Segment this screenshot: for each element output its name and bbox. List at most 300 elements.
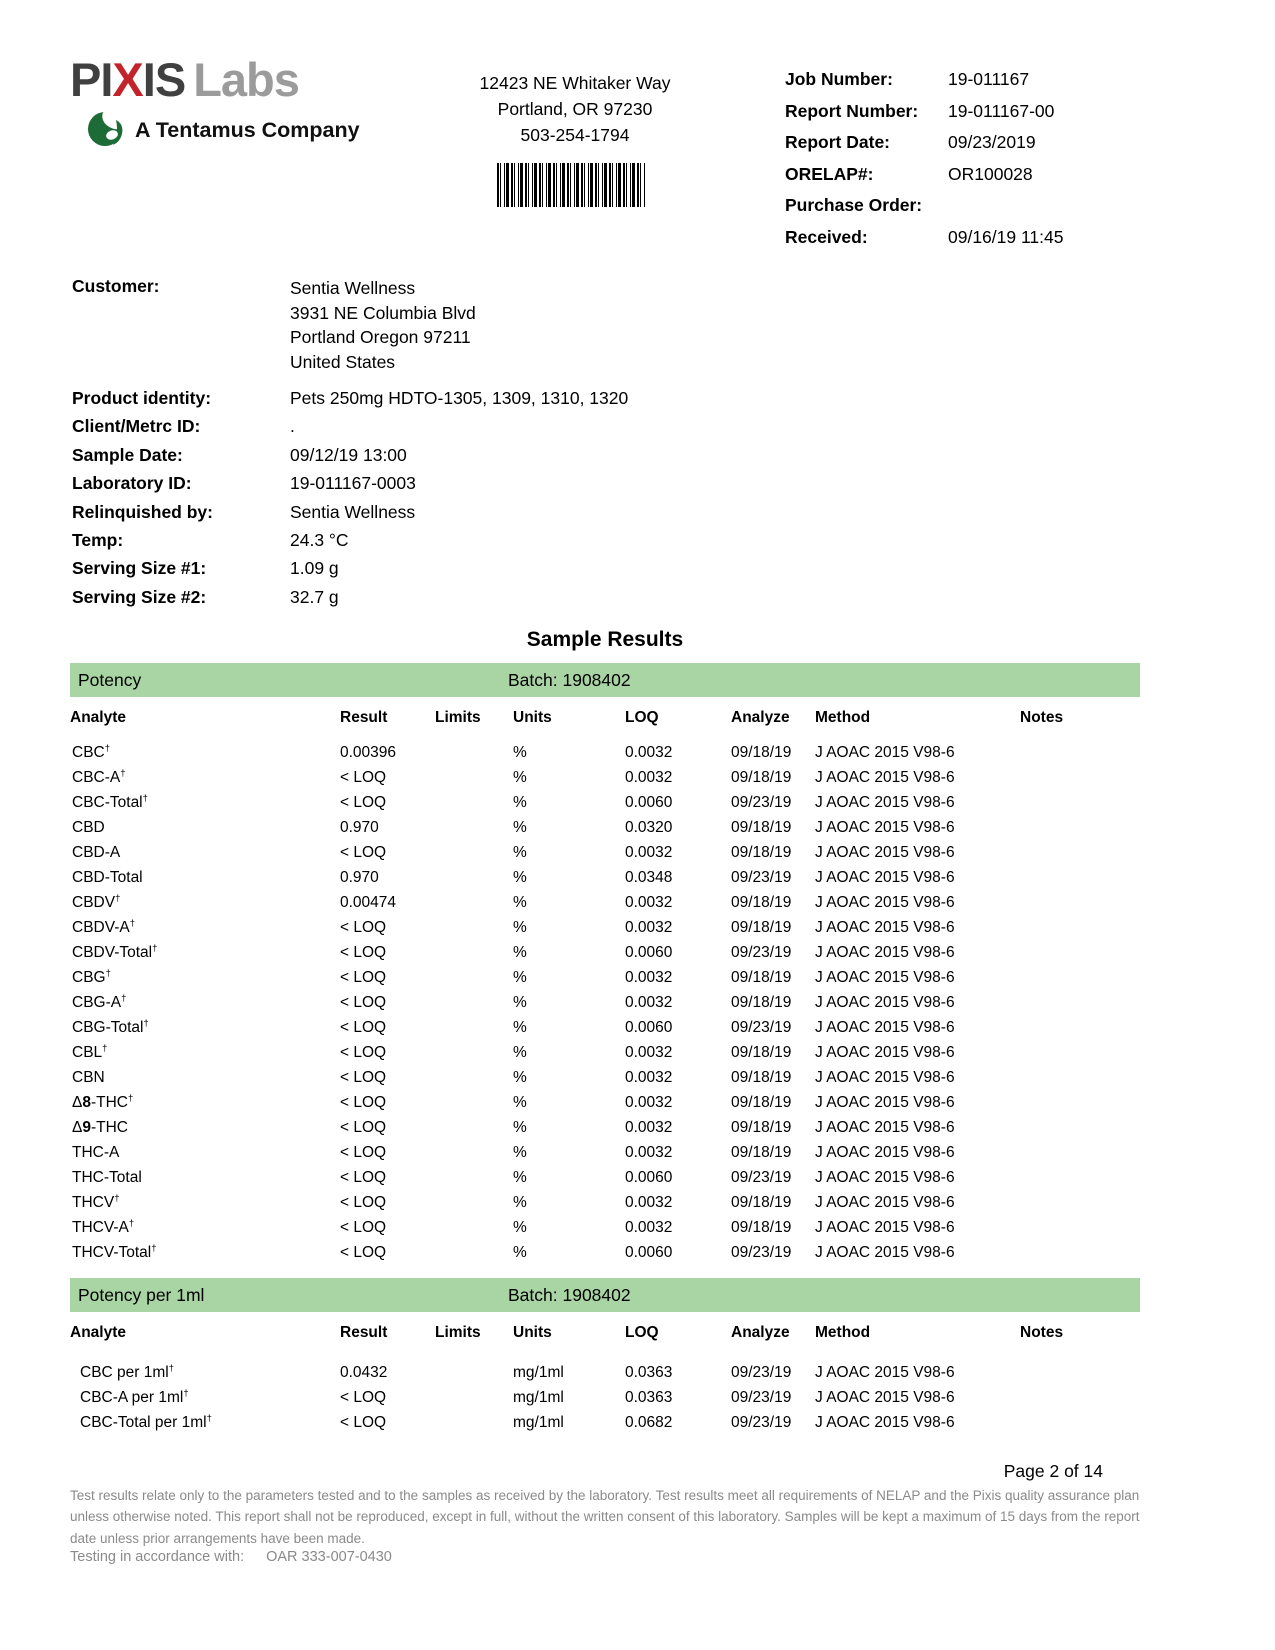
cell-method: J AOAC 2015 V98-6 — [815, 919, 955, 936]
sample-info-label: Laboratory ID: — [72, 473, 192, 494]
cell-result: < LOQ — [340, 1219, 387, 1236]
cell-units: % — [513, 1044, 527, 1061]
cell-units: % — [513, 794, 527, 811]
cell-analyze: 09/18/19 — [731, 1094, 792, 1111]
cell-units: % — [513, 1119, 527, 1136]
cell-units: % — [513, 1194, 527, 1211]
cell-loq: 0.0032 — [625, 1219, 673, 1236]
cell-method: J AOAC 2015 V98-6 — [815, 1414, 955, 1431]
sample-info-row — [72, 469, 628, 497]
cell-units: % — [513, 1219, 527, 1236]
sample-info-value: . — [290, 416, 295, 437]
column-header-analyte: Analyte — [70, 1324, 126, 1341]
cell-analyte: CBG-A† — [72, 992, 127, 1011]
cell-notes — [1020, 1090, 1140, 1115]
page-number: Page 2 of 14 — [1003, 1461, 1103, 1481]
cell-limits — [435, 1140, 513, 1165]
table-row — [70, 965, 1140, 990]
cell-units: mg/1ml — [513, 1364, 564, 1381]
cell-analyze: 09/18/19 — [731, 1219, 792, 1236]
cell-loq: 0.0060 — [625, 1169, 673, 1186]
sample-info-value: Sentia Wellness — [290, 501, 416, 522]
column-header-method: Method — [815, 1324, 871, 1341]
cell-analyte: CBN — [72, 1069, 105, 1086]
section-batch: Batch: 1908402 — [508, 1285, 631, 1305]
cell-analyze: 09/18/19 — [731, 819, 792, 836]
cell-analyze: 09/18/19 — [731, 1119, 792, 1136]
column-header-limits: Limits — [435, 709, 481, 726]
sample-info-row — [72, 384, 628, 412]
meta-row — [785, 96, 1145, 128]
table-row — [70, 1360, 1140, 1385]
cell-notes — [1020, 990, 1140, 1015]
column-header-loq: LOQ — [625, 1324, 659, 1341]
cell-limits — [435, 865, 513, 890]
cell-notes — [1020, 840, 1140, 865]
table-row — [70, 1190, 1140, 1215]
cell-analyze: 09/18/19 — [731, 994, 792, 1011]
cell-analyze: 09/23/19 — [731, 1169, 792, 1186]
cell-units: % — [513, 819, 527, 836]
pixis-labs-logo — [70, 53, 360, 153]
sample-info-value: Pets 250mg HDTO-1305, 1309, 1310, 1320 — [290, 388, 629, 408]
cell-loq: 0.0348 — [625, 869, 673, 886]
cell-loq: 0.0032 — [625, 1094, 673, 1111]
cell-analyte: CBD — [72, 819, 105, 836]
section-title: Potency — [78, 670, 142, 690]
cell-notes — [1020, 940, 1140, 965]
cell-loq: 0.0032 — [625, 744, 673, 761]
cell-result: < LOQ — [340, 1069, 387, 1086]
column-header-result: Result — [340, 1324, 388, 1341]
results-title: Sample Results — [526, 628, 684, 651]
table-row — [70, 940, 1140, 965]
cell-result: < LOQ — [340, 1169, 387, 1186]
table-row — [70, 1140, 1140, 1165]
cell-result: 0.00396 — [340, 744, 397, 761]
meta-row — [785, 159, 1145, 191]
section-title: Potency per 1ml — [78, 1285, 205, 1305]
table-row — [70, 990, 1140, 1015]
table-row — [70, 1065, 1140, 1090]
meta-value: 19-011167-00 — [948, 100, 1055, 121]
cell-loq: 0.0060 — [625, 1019, 673, 1036]
cell-notes — [1020, 1215, 1140, 1240]
cell-result: < LOQ — [340, 944, 387, 961]
brand-pre: PI — [70, 53, 113, 106]
brand-wordmark — [70, 53, 360, 106]
cell-loq: 0.0363 — [625, 1389, 673, 1406]
cell-notes — [1020, 765, 1140, 790]
results-section — [70, 1278, 1140, 1435]
table-rows — [70, 740, 1140, 1265]
cell-units: mg/1ml — [513, 1414, 564, 1431]
section-header-bar — [70, 663, 1140, 697]
cell-notes — [1020, 865, 1140, 890]
cell-limits — [435, 1215, 513, 1240]
cell-result: < LOQ — [340, 844, 387, 861]
cell-loq: 0.0682 — [625, 1414, 673, 1431]
cell-limits — [435, 1015, 513, 1040]
cell-method: J AOAC 2015 V98-6 — [815, 944, 955, 961]
table-row — [70, 815, 1140, 840]
cell-limits — [435, 1360, 513, 1385]
cell-notes — [1020, 1015, 1140, 1040]
cell-units: % — [513, 1019, 527, 1036]
table-row — [70, 890, 1140, 915]
cell-method: J AOAC 2015 V98-6 — [815, 1019, 955, 1036]
cell-result: < LOQ — [340, 1389, 387, 1406]
cell-analyte: Δ8-THC† — [72, 1092, 134, 1111]
cell-analyze: 09/18/19 — [731, 1144, 792, 1161]
cell-method: J AOAC 2015 V98-6 — [815, 844, 955, 861]
cell-analyte: CBDV-Total† — [72, 942, 158, 961]
cell-units: % — [513, 1094, 527, 1111]
cell-limits — [435, 890, 513, 915]
table-row — [70, 840, 1140, 865]
cell-analyze: 09/18/19 — [731, 894, 792, 911]
cell-method: J AOAC 2015 V98-6 — [815, 969, 955, 986]
meta-value: 09/23/2019 — [948, 132, 1036, 152]
report-meta — [785, 64, 1145, 253]
cell-result: 0.970 — [340, 869, 379, 886]
table-row — [70, 865, 1140, 890]
sample-info-row — [72, 498, 628, 526]
cell-analyze: 09/23/19 — [731, 1364, 792, 1381]
cell-method: J AOAC 2015 V98-6 — [815, 744, 955, 761]
cell-result: < LOQ — [340, 1144, 387, 1161]
sample-info-row — [72, 441, 628, 469]
cell-analyze: 09/23/19 — [731, 944, 792, 961]
table-row — [70, 1165, 1140, 1190]
cell-notes — [1020, 740, 1140, 765]
cell-limits — [435, 965, 513, 990]
cell-result: 0.970 — [340, 819, 379, 836]
cell-notes — [1020, 1115, 1140, 1140]
cell-loq: 0.0032 — [625, 1194, 673, 1211]
cell-units: % — [513, 919, 527, 936]
cell-limits — [435, 1165, 513, 1190]
cell-method: J AOAC 2015 V98-6 — [815, 1119, 955, 1136]
cell-units: % — [513, 1069, 527, 1086]
cell-result: < LOQ — [340, 1194, 387, 1211]
cell-result: < LOQ — [340, 769, 387, 786]
cell-analyze: 09/23/19 — [731, 794, 792, 811]
cell-loq: 0.0032 — [625, 1119, 673, 1136]
table-rows — [70, 1360, 1140, 1435]
sample-info-row — [72, 583, 628, 611]
sample-info-label: Sample Date: — [72, 444, 183, 465]
cell-limits — [435, 940, 513, 965]
sample-info-value: 19-011167-0003 — [290, 473, 416, 494]
results-section — [70, 663, 1140, 1265]
address-line: Portland, OR 97230 — [497, 99, 653, 119]
section-header-bar — [70, 1278, 1140, 1312]
brand-suffix: Labs — [193, 53, 299, 106]
cell-loq: 0.0032 — [625, 1069, 673, 1086]
cell-limits — [435, 1065, 513, 1090]
cell-analyze: 09/18/19 — [731, 919, 792, 936]
cell-limits — [435, 790, 513, 815]
address-phone: 503-254-1794 — [520, 125, 630, 145]
cell-method: J AOAC 2015 V98-6 — [815, 869, 955, 886]
cell-method: J AOAC 2015 V98-6 — [815, 1219, 955, 1236]
cell-units: % — [513, 969, 527, 986]
cell-units: % — [513, 844, 527, 861]
sample-info-label: Serving Size #1: — [72, 558, 207, 579]
cell-result: < LOQ — [340, 1094, 387, 1111]
customer-address-line: 3931 NE Columbia Blvd — [290, 302, 476, 323]
cell-result: < LOQ — [340, 1244, 387, 1261]
cell-method: J AOAC 2015 V98-6 — [815, 819, 955, 836]
cell-method: J AOAC 2015 V98-6 — [815, 1094, 955, 1111]
cell-limits — [435, 1115, 513, 1140]
cell-analyte: THCV-Total† — [72, 1242, 157, 1261]
cell-analyze: 09/18/19 — [731, 844, 792, 861]
cell-units: % — [513, 744, 527, 761]
cell-units: % — [513, 944, 527, 961]
section-batch: Batch: 1908402 — [508, 670, 631, 690]
meta-row — [785, 222, 1145, 254]
lab-address — [420, 70, 730, 148]
cell-analyte: THCV† — [72, 1192, 120, 1211]
meta-label: ORELAP#: — [785, 163, 874, 184]
cell-limits — [435, 915, 513, 940]
cell-units: % — [513, 894, 527, 911]
cell-notes — [1020, 1360, 1140, 1385]
cell-limits — [435, 815, 513, 840]
meta-label: Received: — [785, 226, 868, 247]
cell-analyte: Δ9-THC — [72, 1119, 129, 1136]
sample-info-label: Client/Metrc ID: — [72, 416, 201, 437]
cell-analyze: 09/23/19 — [731, 1414, 792, 1431]
cell-loq: 0.0032 — [625, 894, 673, 911]
cell-limits — [435, 1385, 513, 1410]
table-row — [70, 1385, 1140, 1410]
cell-method: J AOAC 2015 V98-6 — [815, 1144, 955, 1161]
cell-notes — [1020, 1190, 1140, 1215]
cell-loq: 0.0320 — [625, 819, 673, 836]
cell-method: J AOAC 2015 V98-6 — [815, 794, 955, 811]
cell-analyte: CBDV-A† — [72, 917, 136, 936]
cell-analyte: CBC-A per 1ml† — [80, 1387, 189, 1406]
cell-analyze: 09/18/19 — [731, 1044, 792, 1061]
column-header-units: Units — [513, 1324, 552, 1341]
cell-notes — [1020, 1065, 1140, 1090]
cell-notes — [1020, 815, 1140, 840]
cell-analyte: CBC-Total per 1ml† — [80, 1412, 212, 1431]
cell-analyte: CBC per 1ml† — [80, 1362, 175, 1381]
cell-limits — [435, 1410, 513, 1435]
column-header-analyze: Analyze — [731, 709, 790, 726]
sample-info-value: 24.3 °C — [290, 530, 349, 551]
customer-block — [72, 276, 476, 374]
results-sections — [70, 663, 1140, 1435]
meta-label: Job Number: — [785, 69, 893, 89]
cell-result: < LOQ — [340, 919, 387, 936]
column-header-analyte: Analyte — [70, 709, 126, 726]
cell-analyte: CBG† — [72, 967, 111, 986]
sample-info-label: Relinquished by: — [72, 501, 213, 522]
column-header-row — [70, 1320, 1140, 1346]
sample-info-row — [72, 412, 628, 440]
cell-method: J AOAC 2015 V98-6 — [815, 894, 955, 911]
cell-notes — [1020, 1140, 1140, 1165]
table-row — [70, 765, 1140, 790]
column-header-analyze: Analyze — [731, 1324, 790, 1341]
cell-loq: 0.0060 — [625, 1244, 673, 1261]
cell-limits — [435, 1090, 513, 1115]
cell-analyte: CBG-Total† — [72, 1017, 149, 1036]
cell-limits — [435, 990, 513, 1015]
cell-analyte: CBC-Total† — [72, 792, 148, 811]
brand-post: IS — [142, 53, 186, 106]
cell-units: % — [513, 1144, 527, 1161]
cell-method: J AOAC 2015 V98-6 — [815, 1194, 955, 1211]
table-row — [70, 1215, 1140, 1240]
tentamus-leaf-icon — [86, 108, 126, 153]
column-header-loq: LOQ — [625, 709, 659, 726]
meta-label: Report Number: — [785, 100, 919, 121]
cell-limits — [435, 1190, 513, 1215]
cell-loq: 0.0032 — [625, 969, 673, 986]
cell-loq: 0.0363 — [625, 1364, 673, 1381]
cell-notes — [1020, 1040, 1140, 1065]
cell-method: J AOAC 2015 V98-6 — [815, 994, 955, 1011]
cell-loq: 0.0032 — [625, 994, 673, 1011]
cell-notes — [1020, 1385, 1140, 1410]
cell-loq: 0.0060 — [625, 794, 673, 811]
cell-limits — [435, 840, 513, 865]
cell-result: < LOQ — [340, 794, 387, 811]
table-row — [70, 1090, 1140, 1115]
column-header-method: Method — [815, 709, 871, 726]
barcode — [497, 163, 645, 207]
sample-info-value: 32.7 g — [290, 586, 339, 607]
cell-analyze: 09/18/19 — [731, 744, 792, 761]
cell-units: % — [513, 769, 527, 786]
table-row — [70, 1410, 1140, 1435]
sample-info-label: Product identity: — [72, 388, 212, 408]
column-header-limits: Limits — [435, 1324, 481, 1341]
table-row — [70, 1015, 1140, 1040]
cell-limits — [435, 1240, 513, 1265]
brand-tagline: A Tentamus Company — [135, 118, 360, 142]
cell-method: J AOAC 2015 V98-6 — [815, 1244, 955, 1261]
cell-loq: 0.0032 — [625, 1144, 673, 1161]
meta-row — [785, 64, 1145, 96]
cell-notes — [1020, 1240, 1140, 1265]
column-header-notes: Notes — [1020, 1324, 1064, 1341]
cell-limits — [435, 765, 513, 790]
column-header-notes: Notes — [1020, 709, 1064, 726]
cell-limits — [435, 1040, 513, 1065]
cell-units: % — [513, 1244, 527, 1261]
cell-result: < LOQ — [340, 994, 387, 1011]
sample-info-row — [72, 526, 628, 554]
cell-units: % — [513, 869, 527, 886]
cell-analyze: 09/23/19 — [731, 1019, 792, 1036]
table-row — [70, 915, 1140, 940]
customer-address-line: United States — [290, 351, 396, 372]
cell-units: % — [513, 994, 527, 1011]
meta-value: OR100028 — [948, 163, 1033, 184]
cell-loq: 0.0032 — [625, 844, 673, 861]
cell-result: < LOQ — [340, 1019, 387, 1036]
cell-analyte: CBC† — [72, 742, 111, 761]
customer-address — [290, 276, 476, 374]
cell-loq: 0.0060 — [625, 944, 673, 961]
cell-result: 0.0432 — [340, 1364, 388, 1381]
customer-label: Customer: — [72, 276, 160, 296]
column-header-row — [70, 705, 1140, 731]
cell-notes — [1020, 965, 1140, 990]
cell-result: < LOQ — [340, 1119, 387, 1136]
meta-label: Purchase Order: — [785, 195, 923, 215]
column-header-units: Units — [513, 709, 552, 726]
cell-method: J AOAC 2015 V98-6 — [815, 1069, 955, 1086]
cell-analyte: CBDV† — [72, 892, 121, 911]
cell-limits — [435, 740, 513, 765]
cell-analyte: CBD-Total — [72, 869, 143, 886]
cell-analyze: 09/18/19 — [731, 969, 792, 986]
cell-result: < LOQ — [340, 1044, 387, 1061]
cell-analyte: THC-Total — [72, 1169, 142, 1186]
cell-analyte: THC-A — [72, 1144, 120, 1161]
cell-units: % — [513, 1169, 527, 1186]
address-line: 12423 NE Whitaker Way — [479, 73, 671, 93]
cell-loq: 0.0032 — [625, 919, 673, 936]
testing-value: OAR 333-007-0430 — [266, 1549, 392, 1565]
customer-address-line: Portland Oregon 97211 — [290, 327, 471, 348]
cell-notes — [1020, 1165, 1140, 1190]
sample-info-label: Serving Size #2: — [72, 586, 207, 607]
cell-method: J AOAC 2015 V98-6 — [815, 1389, 955, 1406]
cell-result: < LOQ — [340, 1414, 387, 1431]
cell-method: J AOAC 2015 V98-6 — [815, 1169, 955, 1186]
disclaimer-text: Test results relate only to the parameters tested and to the samples as received by the laboratory. Test results meet all requirements of NELAP and the Pixis quality assurance plan unless otherwise noted. This report shall not be reproduced, except in full, without the written consent of this laboratory. Samples will be kept a maximum of 15 days from the report date unless prior arrangements have been made. — [70, 1488, 1140, 1546]
cell-analyte: CBC-A† — [72, 767, 126, 786]
cell-method: J AOAC 2015 V98-6 — [815, 769, 955, 786]
customer-address-line: Sentia Wellness — [290, 278, 416, 298]
cell-loq: 0.0032 — [625, 1044, 673, 1061]
cell-analyte: CBD-A — [72, 844, 121, 861]
cell-analyze: 09/23/19 — [731, 869, 792, 886]
cell-result: 0.00474 — [340, 894, 397, 911]
cell-notes — [1020, 890, 1140, 915]
testing-label: Testing in accordance with: — [70, 1549, 245, 1565]
meta-value: 19-011167 — [948, 69, 1030, 89]
cell-analyze: 09/18/19 — [731, 1069, 792, 1086]
meta-label: Report Date: — [785, 132, 891, 152]
sample-info-value: 1.09 g — [290, 558, 339, 579]
column-header-result: Result — [340, 709, 388, 726]
table-row — [70, 740, 1140, 765]
table-row — [70, 1115, 1140, 1140]
testing-accordance — [70, 1549, 392, 1565]
cell-result: < LOQ — [340, 969, 387, 986]
sample-info-value: 09/12/19 13:00 — [290, 444, 407, 465]
cell-notes — [1020, 1410, 1140, 1435]
cell-analyze: 09/18/19 — [731, 769, 792, 786]
cell-units: mg/1ml — [513, 1389, 564, 1406]
table-row — [70, 790, 1140, 815]
cell-analyze: 09/23/19 — [731, 1244, 792, 1261]
table-row — [70, 1040, 1140, 1065]
cell-analyte: THCV-A† — [72, 1217, 135, 1236]
cell-analyze: 09/18/19 — [731, 1194, 792, 1211]
cell-analyze: 09/23/19 — [731, 1389, 792, 1406]
